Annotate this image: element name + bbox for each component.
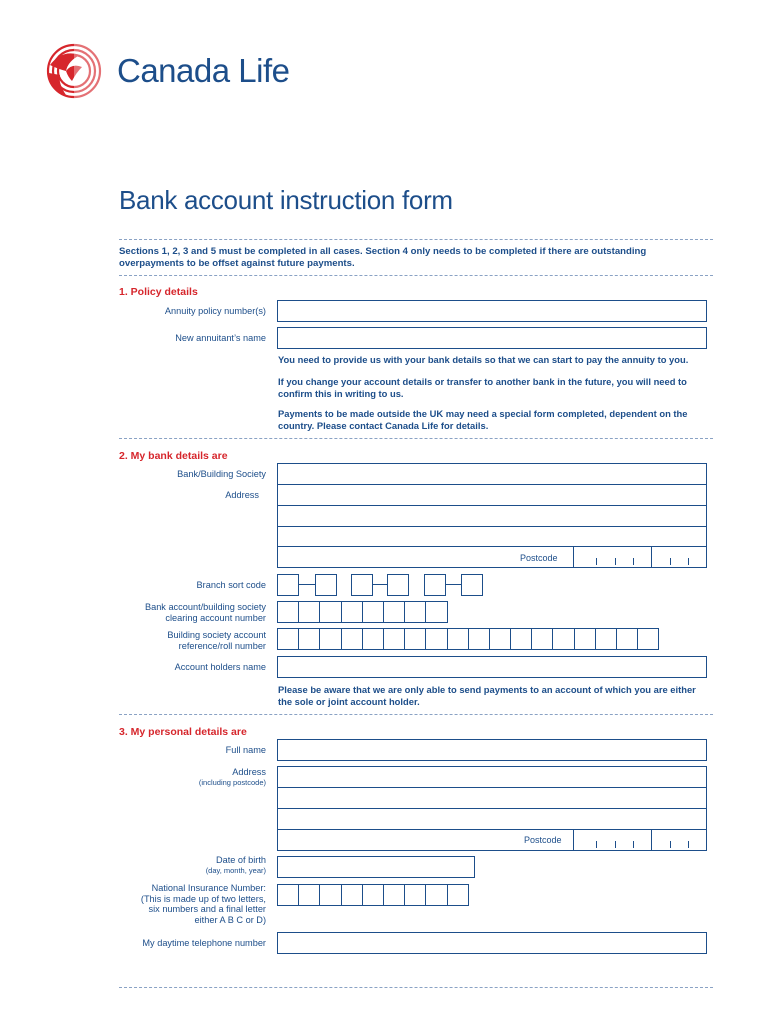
account-number-label <box>145 602 266 623</box>
note-account-holder: Please be aware that we are only able to send payments to an account of which you are either the sole or joint account holder. <box>278 684 696 707</box>
divider <box>119 714 713 715</box>
full-name-label: Full name <box>225 745 266 755</box>
dob-label <box>206 855 266 876</box>
note-bank-details: You need to provide us with your bank details so that we can start to pay the annuity to you. <box>278 354 689 365</box>
phone-input[interactable] <box>277 932 707 954</box>
section-2-heading: 2. My bank details are <box>119 450 228 462</box>
postcode-divider <box>573 830 574 851</box>
postcode-divider <box>651 830 652 851</box>
account-holders-label: Account holders name <box>174 662 266 672</box>
canada-life-logo <box>46 43 102 99</box>
account-number-label-line2: clearing account number <box>165 612 266 623</box>
ni-number-label <box>141 883 266 925</box>
bank-postcode-label: Postcode <box>520 553 558 563</box>
divider <box>119 275 713 276</box>
page-title: Bank account instruction form <box>119 185 453 215</box>
bank-name-label: Bank/Building Society <box>177 469 266 479</box>
row-divider <box>278 484 706 485</box>
personal-postcode-label: Postcode <box>524 835 562 845</box>
personal-address-box[interactable] <box>277 766 707 851</box>
personal-address-label-line1: Address <box>232 767 266 777</box>
row-divider <box>278 505 706 506</box>
annuitant-name-label: New annuitant’s name <box>175 333 266 343</box>
postcode-divider <box>651 547 652 568</box>
roll-number-input[interactable] <box>277 628 659 650</box>
annuitant-name-input[interactable] <box>277 327 707 349</box>
roll-number-label <box>167 630 266 651</box>
account-holders-input[interactable] <box>277 656 707 678</box>
bank-details-box[interactable] <box>277 463 707 568</box>
row-divider <box>278 787 706 788</box>
personal-address-hint: (including postcode) <box>198 777 266 787</box>
bank-address-label: Address <box>225 490 259 500</box>
ni-label-line1: National Insurance Number: <box>151 883 266 893</box>
postcode-divider <box>573 547 574 568</box>
phone-label: My daytime telephone number <box>142 938 266 948</box>
ni-number-input[interactable] <box>277 884 469 906</box>
roll-number-label-line2: reference/roll number <box>178 640 266 651</box>
roll-number-label-line1: Building society account <box>167 630 266 640</box>
sort-code-label: Branch sort code <box>196 580 266 590</box>
intro-text: Sections 1, 2, 3 and 5 must be completed in all cases. Section 4 only needs to be completed if there are outstanding overpayments to be offset against future payments. <box>119 246 647 269</box>
section-3-heading: 3. My personal details are <box>119 726 247 738</box>
dob-hint: (day, month, year) <box>205 865 266 875</box>
dob-input[interactable] <box>277 856 475 878</box>
ni-label-line2: (This is made up of two letters, <box>140 893 266 904</box>
brand-name: Canada Life <box>117 52 290 89</box>
row-divider <box>278 526 706 527</box>
annuity-policy-input[interactable] <box>277 300 707 322</box>
account-number-input[interactable] <box>277 601 448 623</box>
divider <box>119 987 713 988</box>
row-divider <box>278 808 706 809</box>
annuity-policy-label: Annuity policy number(s) <box>164 306 266 316</box>
logo-swirl-icon <box>46 43 102 99</box>
ni-label-line4: either A B C or D) <box>194 914 266 925</box>
personal-address-label <box>199 767 266 788</box>
divider <box>119 239 713 240</box>
ni-label-line3: six numbers and a final letter <box>148 904 266 914</box>
dob-label-line1: Date of birth <box>215 855 266 865</box>
section-1-heading: 1. Policy details <box>119 286 198 298</box>
divider <box>119 438 713 439</box>
full-name-input[interactable] <box>277 739 707 761</box>
sort-code-input[interactable] <box>277 574 487 596</box>
note-outside-uk: Payments to be made outside the UK may need a special form completed, dependent on the country. Please contact Canada Life for details. <box>278 408 688 431</box>
row-divider <box>278 829 706 830</box>
note-change-details: If you change your account details or transfer to another bank in the future, you will need to confirm this in writing to us. <box>278 376 687 399</box>
account-number-label-line1: Bank account/building society <box>144 602 266 612</box>
row-divider <box>278 546 706 547</box>
